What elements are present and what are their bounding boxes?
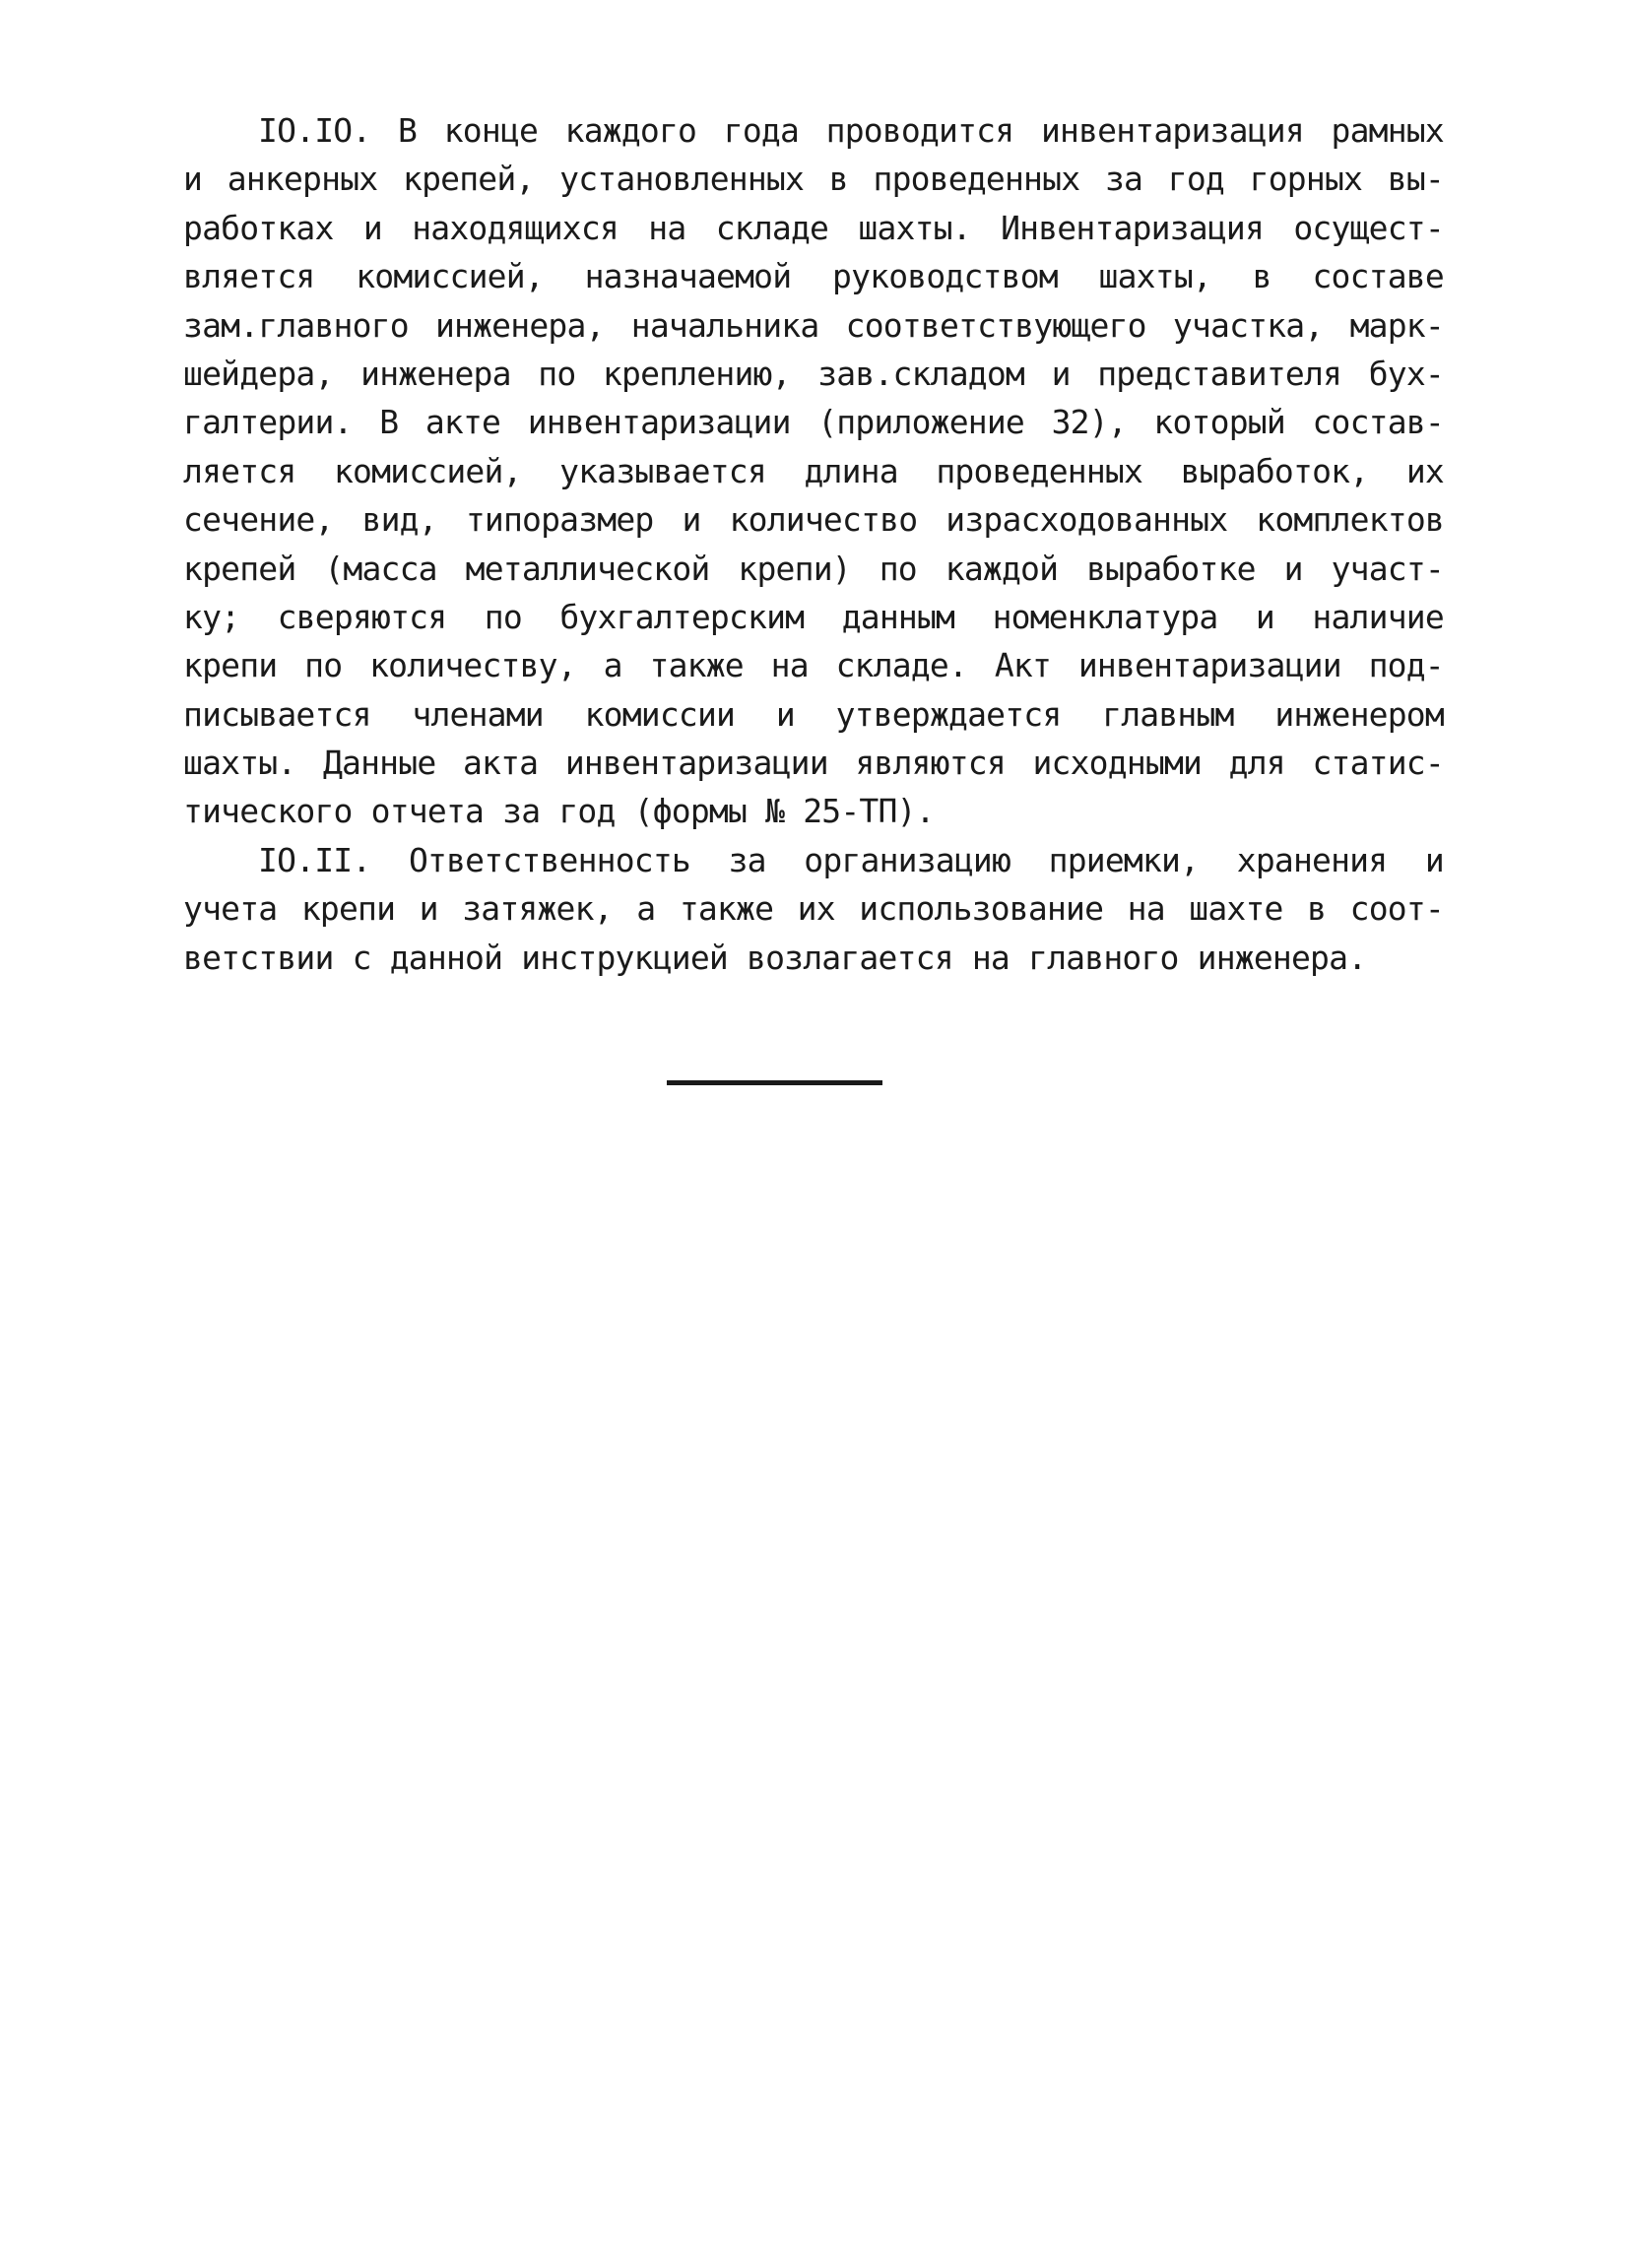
text-line: зам.главного инженера, начальника соответствующего участка, марк- xyxy=(183,305,1444,345)
document-body xyxy=(183,106,1444,982)
text-line: галтерии. В акте инвентаризации (приложение 32), который состав- xyxy=(183,403,1444,442)
text-line: шейдера, инженера по креплению, зав.складом и представителя бух- xyxy=(183,354,1444,393)
text-line: ляется комиссией, указывается длина проведенных выработок, их xyxy=(183,451,1444,490)
text-line: IO.IO. В конце каждого года проводится инвентаризация рамных xyxy=(258,111,1444,150)
text-line: учета крепи и затяжек, а также их использование на шахте в соот- xyxy=(183,889,1444,929)
text-line: вляется комиссией, назначаемой руководством шахты, в составе xyxy=(183,257,1444,296)
text-line: ку; сверяются по бухгалтерским данным номенклатура и наличие xyxy=(183,597,1444,636)
end-rule xyxy=(667,1080,882,1085)
text-line: сечение, вид, типоразмер и количество израсходованных комплектов xyxy=(183,500,1444,540)
text-line: тического отчета за год (формы № 25-ТП). xyxy=(183,792,935,831)
text-line: и анкерных крепей, установленных в проведенных за год горных вы- xyxy=(183,160,1444,199)
text-line: ветствии с данной инструкцией возлагается на главного инженера. xyxy=(183,938,1367,977)
text-line: шахты. Данные акта инвентаризации являются исходными для статис- xyxy=(183,744,1444,783)
text-line: работках и находящихся на складе шахты. Инвентаризация осущест- xyxy=(183,208,1444,247)
text-line: IO.II. Ответственность за организацию приемки, хранения и xyxy=(258,840,1444,879)
text-line: крепей (масса металлической крепи) по каждой выработке и участ- xyxy=(183,549,1444,588)
text-line: писывается членами комиссии и утверждается главным инженером xyxy=(183,694,1444,734)
text-line: крепи по количеству, а также на складе. Акт инвентаризации под- xyxy=(183,646,1444,685)
